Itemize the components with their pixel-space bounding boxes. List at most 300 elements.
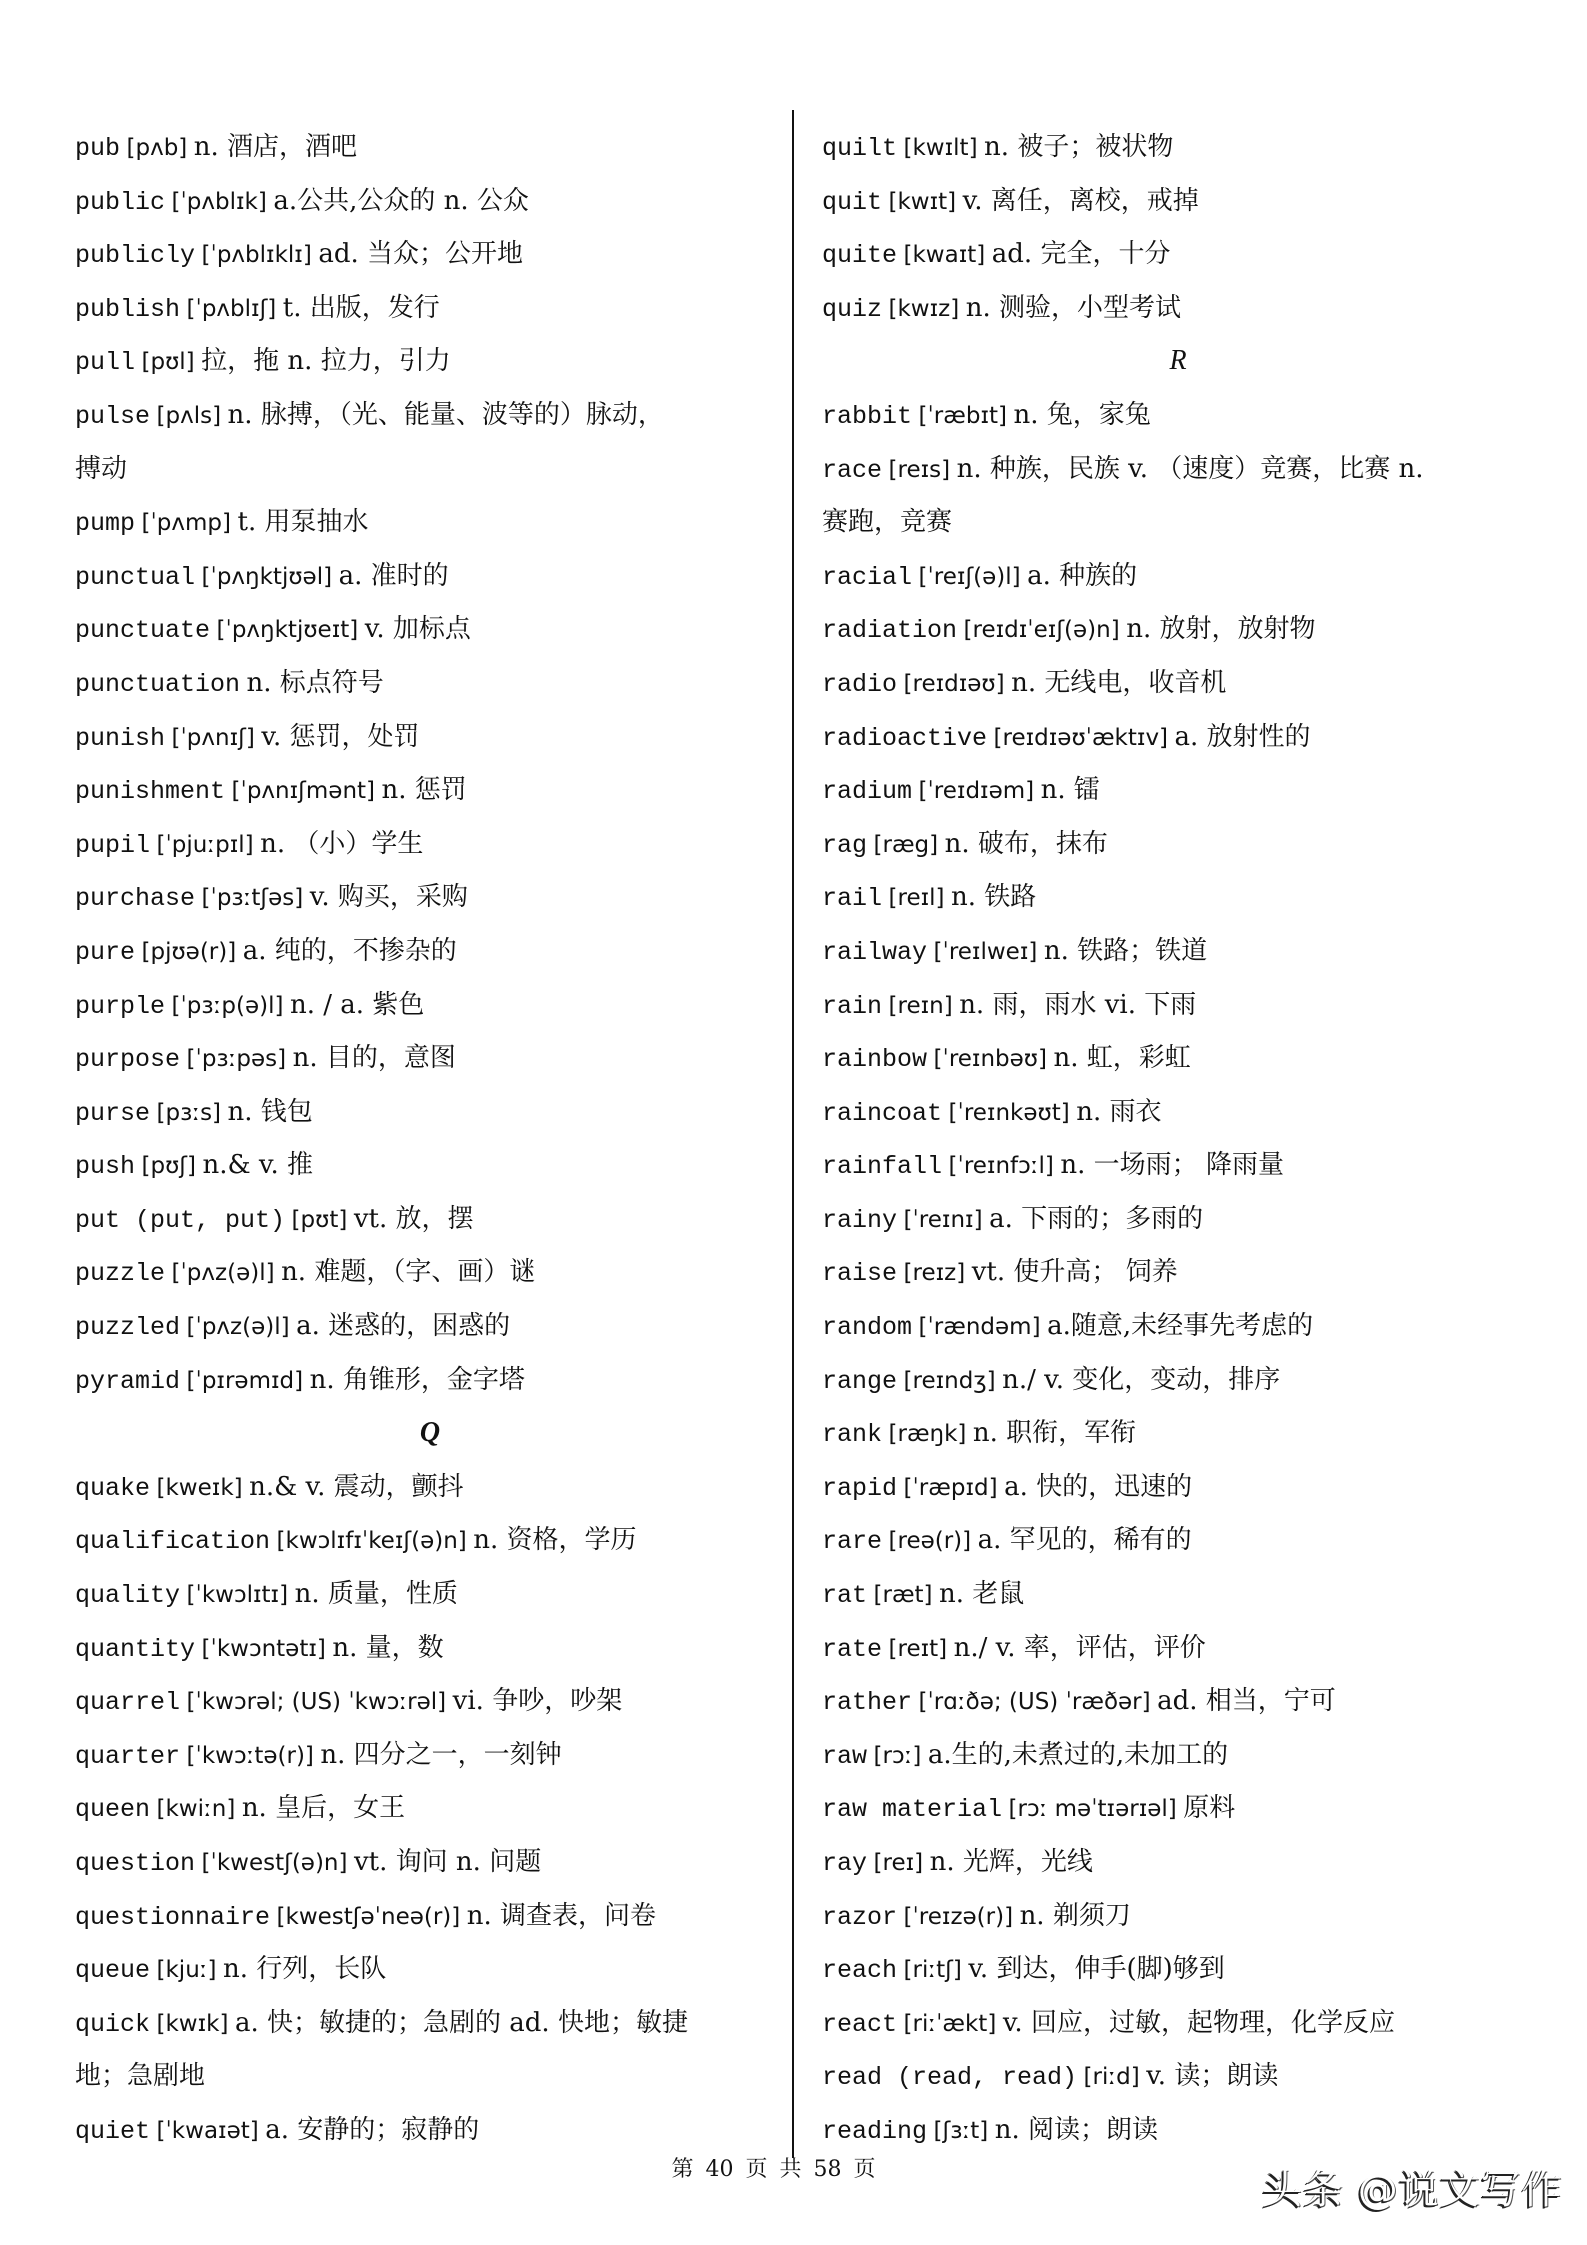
headword: punctuation xyxy=(75,669,241,699)
definition: n. 放射，放射物 xyxy=(1126,614,1316,645)
headword: pyramid xyxy=(75,1366,181,1396)
phonetic: [ˈrændəm] xyxy=(918,1314,1041,1341)
phonetic: [pɜːs] xyxy=(156,1099,222,1126)
dictionary-entry xyxy=(822,1942,1534,1996)
headword: rail xyxy=(822,884,883,914)
dictionary-entry xyxy=(822,1406,1534,1460)
dictionary-entry xyxy=(75,870,785,924)
definition: n. 钱包 xyxy=(227,1096,313,1127)
headword: quality xyxy=(75,1581,181,1611)
dictionary-entry xyxy=(822,281,1534,335)
dictionary-entry xyxy=(822,978,1534,1032)
definition: v. 离任，离校，戒掉 xyxy=(962,185,1199,216)
definition: n. 虹，彩虹 xyxy=(1053,1043,1191,1074)
headword: pure xyxy=(75,937,136,967)
headword: rainbow xyxy=(822,1045,928,1075)
phonetic: [ræt] xyxy=(873,1582,933,1609)
definition: n. 皇后，女王 xyxy=(241,1793,406,1824)
phonetic: [riːtʃ] xyxy=(903,1957,962,1984)
dictionary-entry xyxy=(75,2103,785,2157)
phonetic: [ˈpʌŋktjʊeɪt] xyxy=(216,617,359,644)
definition: n. 角锥形，金字塔 xyxy=(309,1364,525,1395)
headword: rain xyxy=(822,991,883,1021)
headword: punishment xyxy=(75,777,226,807)
phonetic: [reɪ] xyxy=(873,1850,924,1876)
phonetic: [ˈpjuːpɪl] xyxy=(156,831,254,858)
headword: race xyxy=(822,455,883,485)
definition: a.公共,公众的 n. 公众 xyxy=(273,185,529,216)
dictionary-entry xyxy=(75,1245,785,1299)
headword: quick xyxy=(75,2009,151,2039)
definition: a. 放射性的 xyxy=(1174,721,1311,752)
section-heading: R xyxy=(1169,345,1187,377)
dictionary-entry xyxy=(75,1781,785,1835)
phonetic: [rɔː] xyxy=(873,1742,922,1769)
headword: punctual xyxy=(75,562,196,592)
definition: n.& v. 震动，颤抖 xyxy=(249,1471,464,1502)
phonetic: [ˈræbɪt] xyxy=(918,402,1007,429)
headword: radiation xyxy=(822,616,958,646)
dictionary-entry xyxy=(822,1138,1534,1192)
phonetic: [reɪz] xyxy=(903,1260,966,1287)
headword: pub xyxy=(75,134,121,163)
phonetic: [ˈpʌŋktjʊəl] xyxy=(201,563,333,590)
definition: n. 无线电，收音机 xyxy=(1011,667,1227,698)
phonetic: [riːd] xyxy=(1083,2064,1140,2091)
phonetic: [ˈreɪʃ(ə)l] xyxy=(918,563,1021,590)
dictionary-entry xyxy=(822,1835,1534,1889)
definition: a. 下雨的；多雨的 xyxy=(989,1203,1204,1234)
phonetic: [ˈreɪzə(r)] xyxy=(903,1903,1014,1930)
phonetic: [reɪn] xyxy=(888,992,953,1019)
headword: raw xyxy=(822,1741,868,1771)
dictionary-entry xyxy=(75,1299,785,1353)
definition: n. 光辉，光线 xyxy=(929,1847,1093,1877)
dictionary-entry xyxy=(822,1621,1534,1675)
phonetic: [ˈkwaɪət] xyxy=(156,2117,259,2144)
definition: n. 脉搏，（光、能量、波等的）脉动， xyxy=(227,399,664,430)
dictionary-entry xyxy=(822,1674,1534,1728)
phonetic: [ræŋk] xyxy=(888,1421,967,1448)
dictionary-entry xyxy=(822,1353,1534,1407)
footer-total-prefix: 共 xyxy=(779,2157,802,2182)
definition: a. 快；敏捷的；急剧的 ad. 快地；敏捷 xyxy=(234,2007,688,2038)
phonetic: [ˈreɪdɪəm] xyxy=(918,778,1035,805)
phonetic: [ˈpʌnɪʃmənt] xyxy=(231,778,376,805)
phonetic: [kwɪz] xyxy=(888,295,960,322)
definition: n. 铁路；铁道 xyxy=(1043,935,1208,966)
dictionary-entry xyxy=(75,1728,785,1782)
definition: n. 种族，民族 v. （速度）竞赛，比赛 n. xyxy=(956,453,1424,484)
headword: rat xyxy=(822,1581,868,1611)
phonetic: [ræg] xyxy=(873,831,939,858)
phonetic: [ˈkwɔntətɪ] xyxy=(201,1635,326,1662)
headword: quarter xyxy=(75,1741,181,1771)
definition: v. 惩罚，处罚 xyxy=(261,721,420,752)
phonetic: [ˈpʌmp] xyxy=(141,510,231,537)
headword: random xyxy=(822,1313,913,1343)
headword: punish xyxy=(75,723,166,753)
dictionary-entry xyxy=(822,656,1534,710)
headword: publicly xyxy=(75,241,196,271)
phonetic: [kwestʃəˈneə(r)] xyxy=(276,1903,461,1930)
phonetic: [ˈkwestʃ(ə)n] xyxy=(201,1850,348,1876)
dictionary-entry xyxy=(75,281,785,335)
dictionary-entry xyxy=(822,1031,1534,1085)
footer-page-unit: 页 xyxy=(745,2157,768,2182)
dictionary-entry xyxy=(75,120,785,174)
entry-continuation xyxy=(75,2049,785,2103)
dictionary-entry xyxy=(75,1138,785,1192)
phonetic: [pjʊə(r)] xyxy=(141,938,237,965)
dictionary-entry xyxy=(822,602,1534,656)
headword: pulse xyxy=(75,401,151,431)
headword: rag xyxy=(822,830,868,860)
dictionary-entry xyxy=(822,442,1534,496)
headword: queue xyxy=(75,1956,151,1986)
gloss-continuation: 地；急剧地 xyxy=(75,2061,206,2092)
dictionary-entry xyxy=(75,495,785,549)
definition: n. 破布，抹布 xyxy=(944,828,1108,859)
dictionary-entry xyxy=(822,1245,1534,1299)
right-column xyxy=(822,120,1534,2157)
phonetic: [ˈrɑːðə; (US) ˈræðər] xyxy=(918,1689,1151,1716)
dictionary-entry xyxy=(822,817,1534,871)
phonetic: [ˈkwɔːtə(r)] xyxy=(186,1742,314,1769)
dictionary-entry xyxy=(75,334,785,388)
dictionary-entry xyxy=(75,817,785,871)
dictionary-entry xyxy=(822,1781,1534,1835)
definition: n. 镭 xyxy=(1040,775,1100,806)
phonetic: [ˈreɪnɪ] xyxy=(903,1206,983,1233)
phonetic: [pʌb] xyxy=(126,135,188,161)
definition: n. 老鼠 xyxy=(939,1579,1025,1610)
phonetic: [pʊʃ] xyxy=(141,1153,196,1180)
dictionary-entry xyxy=(75,1085,785,1139)
headword: rainy xyxy=(822,1205,898,1235)
phonetic: [ˈreɪnfɔːl] xyxy=(948,1153,1054,1180)
headword: questionnaire xyxy=(75,1902,271,1932)
headword: reading xyxy=(822,2116,928,2146)
dictionary-entry xyxy=(822,1513,1534,1567)
phonetic: [ˈkwɔlɪtɪ] xyxy=(186,1582,289,1609)
headword: reach xyxy=(822,1956,898,1986)
headword: radium xyxy=(822,777,913,807)
definition: n. 四分之一，一刻钟 xyxy=(320,1739,562,1770)
headword: punctuate xyxy=(75,616,211,646)
definition: n. 调查表，问卷 xyxy=(466,1900,657,1931)
phonetic: [ˈpʌblɪʃ] xyxy=(186,295,277,322)
dictionary-entry xyxy=(75,1621,785,1675)
headword: push xyxy=(75,1152,136,1182)
dictionary-entry xyxy=(75,1192,785,1246)
headword: purpose xyxy=(75,1045,181,1075)
gloss-continuation: 搏动 xyxy=(75,453,128,484)
headword: queen xyxy=(75,1795,151,1825)
definition: n. 量，数 xyxy=(332,1632,444,1663)
phonetic: [kjuː] xyxy=(156,1957,217,1984)
headword: rather xyxy=(822,1688,913,1718)
footer-prefix: 第 xyxy=(671,2157,694,2182)
definition: a. 迷惑的，困惑的 xyxy=(296,1311,511,1342)
headword: rare xyxy=(822,1527,883,1557)
definition: vt. 询问 n. 问题 xyxy=(353,1847,542,1877)
phonetic: [ˈpʌz(ə)l] xyxy=(186,1314,290,1341)
headword: radioactive xyxy=(822,723,988,753)
phonetic: [reɪdɪəʊ] xyxy=(903,670,1005,697)
definition: a. 安静的；寂静的 xyxy=(265,2114,480,2145)
phonetic: [kwɔlɪfɪˈkeɪʃ(ə)n] xyxy=(276,1528,467,1555)
headword: put (put, put) xyxy=(75,1205,286,1235)
phonetic: [kweɪk] xyxy=(156,1474,243,1501)
definition: n. / a. 紫色 xyxy=(289,989,425,1020)
definition: n. 被子；被状物 xyxy=(984,132,1174,162)
definition: a.随意,未经事先考虑的 xyxy=(1047,1311,1314,1342)
phonetic: [ˈpʌz(ə)l] xyxy=(171,1260,275,1287)
dictionary-entry xyxy=(822,1299,1534,1353)
dictionary-entry xyxy=(822,174,1534,228)
phonetic: [ʃɜːt] xyxy=(933,2117,989,2144)
phonetic: [kwɪk] xyxy=(156,2010,229,2037)
headword: quantity xyxy=(75,1634,196,1664)
headword: razor xyxy=(822,1902,898,1932)
column-divider xyxy=(792,110,794,2158)
headword: quarrel xyxy=(75,1688,181,1718)
headword: ray xyxy=(822,1849,868,1878)
headword: pupil xyxy=(75,830,151,860)
dictionary-entry xyxy=(75,1674,785,1728)
entry-continuation xyxy=(75,442,785,496)
headword: quite xyxy=(822,241,898,271)
dictionary-entry xyxy=(822,549,1534,603)
definition: n. 标点符号 xyxy=(246,667,384,698)
headword: range xyxy=(822,1366,898,1396)
dictionary-entry xyxy=(75,1031,785,1085)
definition: n. （小）学生 xyxy=(260,828,424,859)
headword: quiz xyxy=(822,294,883,324)
headword: purse xyxy=(75,1098,151,1128)
phonetic: [reɪdɪəʊˈæktɪv] xyxy=(993,724,1169,751)
headword: quiet xyxy=(75,2116,151,2146)
headword: rabbit xyxy=(822,401,913,431)
definition: n. 雨，雨水 vi. 下雨 xyxy=(959,989,1197,1020)
dictionary-entry xyxy=(75,1889,785,1943)
phonetic: [reɪt] xyxy=(888,1635,948,1662)
definition: n. 测验，小型考试 xyxy=(965,292,1181,323)
headword: pull xyxy=(75,348,136,378)
headword: read (read, read) xyxy=(822,2063,1078,2093)
definition: 原料 xyxy=(1183,1793,1236,1824)
phonetic: [ˈpʌblɪk] xyxy=(171,188,267,215)
definition: ad. 当众；公开地 xyxy=(318,239,523,270)
phonetic: [ˈreɪlweɪ] xyxy=(933,938,1038,965)
phonetic: [pʊl] xyxy=(141,349,195,376)
dictionary-entry xyxy=(75,388,785,442)
phonetic: [kwaɪt] xyxy=(903,242,986,269)
headword: question xyxy=(75,1849,196,1878)
definition: n.& v. 推 xyxy=(202,1150,314,1181)
definition: 拉，拖 n. 拉力，引力 xyxy=(201,346,451,377)
phonetic: [ˈpʌblɪklɪ] xyxy=(201,242,312,269)
total-pages-number: 58 xyxy=(813,2157,842,2182)
headword: racial xyxy=(822,562,913,592)
definition: t. 用泵抽水 xyxy=(237,507,369,538)
definition: n. 资格，学历 xyxy=(473,1525,637,1556)
dictionary-entry xyxy=(75,549,785,603)
definition: n. 难题，（字、画）谜 xyxy=(281,1257,536,1288)
definition: n. 阅读；朗读 xyxy=(994,2114,1158,2145)
headword: raise xyxy=(822,1259,898,1289)
phonetic: [ˈpʌnɪʃ] xyxy=(171,724,255,751)
phonetic: [kwɪt] xyxy=(888,188,957,215)
headword: raw material xyxy=(822,1795,1003,1825)
headword: publish xyxy=(75,294,181,324)
dictionary-entry xyxy=(75,1996,785,2050)
phonetic: [pʌls] xyxy=(156,402,222,429)
phonetic: [ˈpɪrəmɪd] xyxy=(186,1367,304,1394)
headword: purple xyxy=(75,991,166,1021)
definition: ad. 相当，宁可 xyxy=(1157,1686,1336,1717)
dictionary-entry xyxy=(822,1728,1534,1782)
headword: rank xyxy=(822,1420,883,1450)
footer-total-unit: 页 xyxy=(853,2157,876,2182)
headword: react xyxy=(822,2009,898,2039)
current-page-number: 40 xyxy=(705,2157,734,2182)
definition: n./ v. 率，评估，评价 xyxy=(953,1632,1206,1663)
phonetic: [reɪs] xyxy=(888,456,951,483)
dictionary-entry xyxy=(822,710,1534,764)
headword: quit xyxy=(822,187,883,217)
headword: raincoat xyxy=(822,1098,943,1128)
definition: n. 雨衣 xyxy=(1076,1096,1162,1127)
phonetic: [ˈpɜːtʃəs] xyxy=(201,885,304,912)
dictionary-entry xyxy=(822,388,1534,442)
definition: n. 剃须刀 xyxy=(1019,1900,1131,1931)
headword: rate xyxy=(822,1634,883,1664)
dictionary-entry xyxy=(75,1353,785,1407)
dictionary-entry xyxy=(822,1460,1534,1514)
headword: qualification xyxy=(75,1527,271,1557)
phonetic: [reɪdɪˈeɪʃ(ə)n] xyxy=(963,617,1120,644)
dictionary-entry xyxy=(75,602,785,656)
definition: v. 到达，伸手(脚)够到 xyxy=(968,1954,1225,1985)
definition: v. 回应，过敏，起物理，化学反应 xyxy=(1002,2007,1395,2038)
phonetic: [pʊt] xyxy=(291,1206,348,1233)
headword: public xyxy=(75,187,166,217)
dictionary-entry xyxy=(75,763,785,817)
dictionary-entry xyxy=(822,1889,1534,1943)
definition: n. 兔，家兔 xyxy=(1013,399,1151,430)
headword: purchase xyxy=(75,884,196,914)
headword: puzzled xyxy=(75,1313,181,1343)
definition: ad. 完全，十分 xyxy=(991,239,1171,270)
dictionary-entry xyxy=(75,174,785,228)
dictionary-entry xyxy=(822,120,1534,174)
definition: a. 准时的 xyxy=(338,560,449,591)
headword: railway xyxy=(822,937,928,967)
dictionary-entry xyxy=(75,924,785,978)
definition: a. 种族的 xyxy=(1027,560,1138,591)
definition: v. 购买，采购 xyxy=(309,882,468,913)
definition: n. 职衔，军衔 xyxy=(972,1418,1137,1449)
definition: a. 快的，迅速的 xyxy=(1004,1471,1193,1502)
definition: a. 纯的，不掺杂的 xyxy=(242,935,457,966)
definition: a.生的,未煮过的,未加工的 xyxy=(927,1739,1229,1770)
headword: quake xyxy=(75,1473,151,1503)
headword: pump xyxy=(75,509,136,539)
phonetic: [ˈpɜːpəs] xyxy=(186,1046,287,1073)
entry-continuation xyxy=(822,495,1534,549)
headword: quilt xyxy=(822,134,898,163)
definition: v. 读；朗读 xyxy=(1146,2061,1279,2092)
definition: vt. 放，摆 xyxy=(353,1203,474,1234)
phonetic: [reɪndʒ] xyxy=(903,1367,996,1394)
dictionary-entry xyxy=(822,1567,1534,1621)
dictionary-entry xyxy=(822,1996,1534,2050)
dictionary-entry xyxy=(75,978,785,1032)
phonetic: [riːˈækt] xyxy=(903,2010,997,2037)
phonetic: [ˈkwɔrəl; (US) ˈkwɔːrəl] xyxy=(186,1689,447,1716)
phonetic: [kwiːn] xyxy=(156,1796,236,1823)
dictionary-entry xyxy=(822,2103,1534,2157)
dictionary-entry xyxy=(75,1460,785,1514)
phonetic: [ˈreɪnbəʊ] xyxy=(933,1046,1047,1073)
section-heading: Q xyxy=(419,1417,441,1449)
dictionary-entry xyxy=(822,2049,1534,2103)
dictionary-entry xyxy=(75,227,785,281)
dictionary-entry xyxy=(75,710,785,764)
definition: vi. 争吵，吵架 xyxy=(452,1686,623,1717)
dictionary-entry xyxy=(822,1085,1534,1139)
dictionary-entry xyxy=(822,870,1534,924)
gloss-continuation: 赛跑，竞赛 xyxy=(822,507,953,538)
definition: n. 一场雨； 降雨量 xyxy=(1060,1150,1284,1181)
dictionary-entry xyxy=(822,924,1534,978)
definition: vt. 使升高； 饲养 xyxy=(971,1257,1178,1288)
dictionary-entry xyxy=(822,763,1534,817)
phonetic: [rɔː məˈtɪərɪəl] xyxy=(1008,1796,1177,1823)
definition: v. 加标点 xyxy=(364,614,471,645)
dictionary-entry xyxy=(75,656,785,710)
definition: n. 铁路 xyxy=(951,882,1037,913)
definition: t. 出版，发行 xyxy=(282,292,440,323)
phonetic: [kwɪlt] xyxy=(903,135,978,161)
definition: n. 酒店，酒吧 xyxy=(193,132,358,162)
definition: n. 质量，性质 xyxy=(294,1579,458,1610)
definition: n. 惩罚 xyxy=(381,775,467,806)
phonetic: [reə(r)] xyxy=(888,1528,972,1555)
phonetic: [ˈpɜːp(ə)l] xyxy=(171,992,284,1019)
dictionary-entry xyxy=(822,227,1534,281)
definition: a. 罕见的，稀有的 xyxy=(977,1525,1192,1556)
dictionary-entry xyxy=(822,1192,1534,1246)
dictionary-entry xyxy=(75,1513,785,1567)
headword: puzzle xyxy=(75,1259,166,1289)
phonetic: [ˈræpɪd] xyxy=(903,1474,998,1501)
phonetic: [reɪl] xyxy=(888,885,945,912)
definition: n./ v. 变化，变动，排序 xyxy=(1002,1364,1281,1395)
headword: rainfall xyxy=(822,1152,943,1182)
dictionary-entry xyxy=(75,1942,785,1996)
definition: n. 目的，意图 xyxy=(292,1043,456,1074)
watermark: 头条 @说文写作 xyxy=(1262,2167,1563,2213)
dictionary-entry xyxy=(75,1835,785,1889)
phonetic: [ˈreɪnkəʊt] xyxy=(948,1099,1070,1126)
headword: radio xyxy=(822,669,898,699)
definition: n. 行列，长队 xyxy=(223,1954,387,1985)
headword: rapid xyxy=(822,1473,898,1503)
left-column xyxy=(75,120,785,2157)
